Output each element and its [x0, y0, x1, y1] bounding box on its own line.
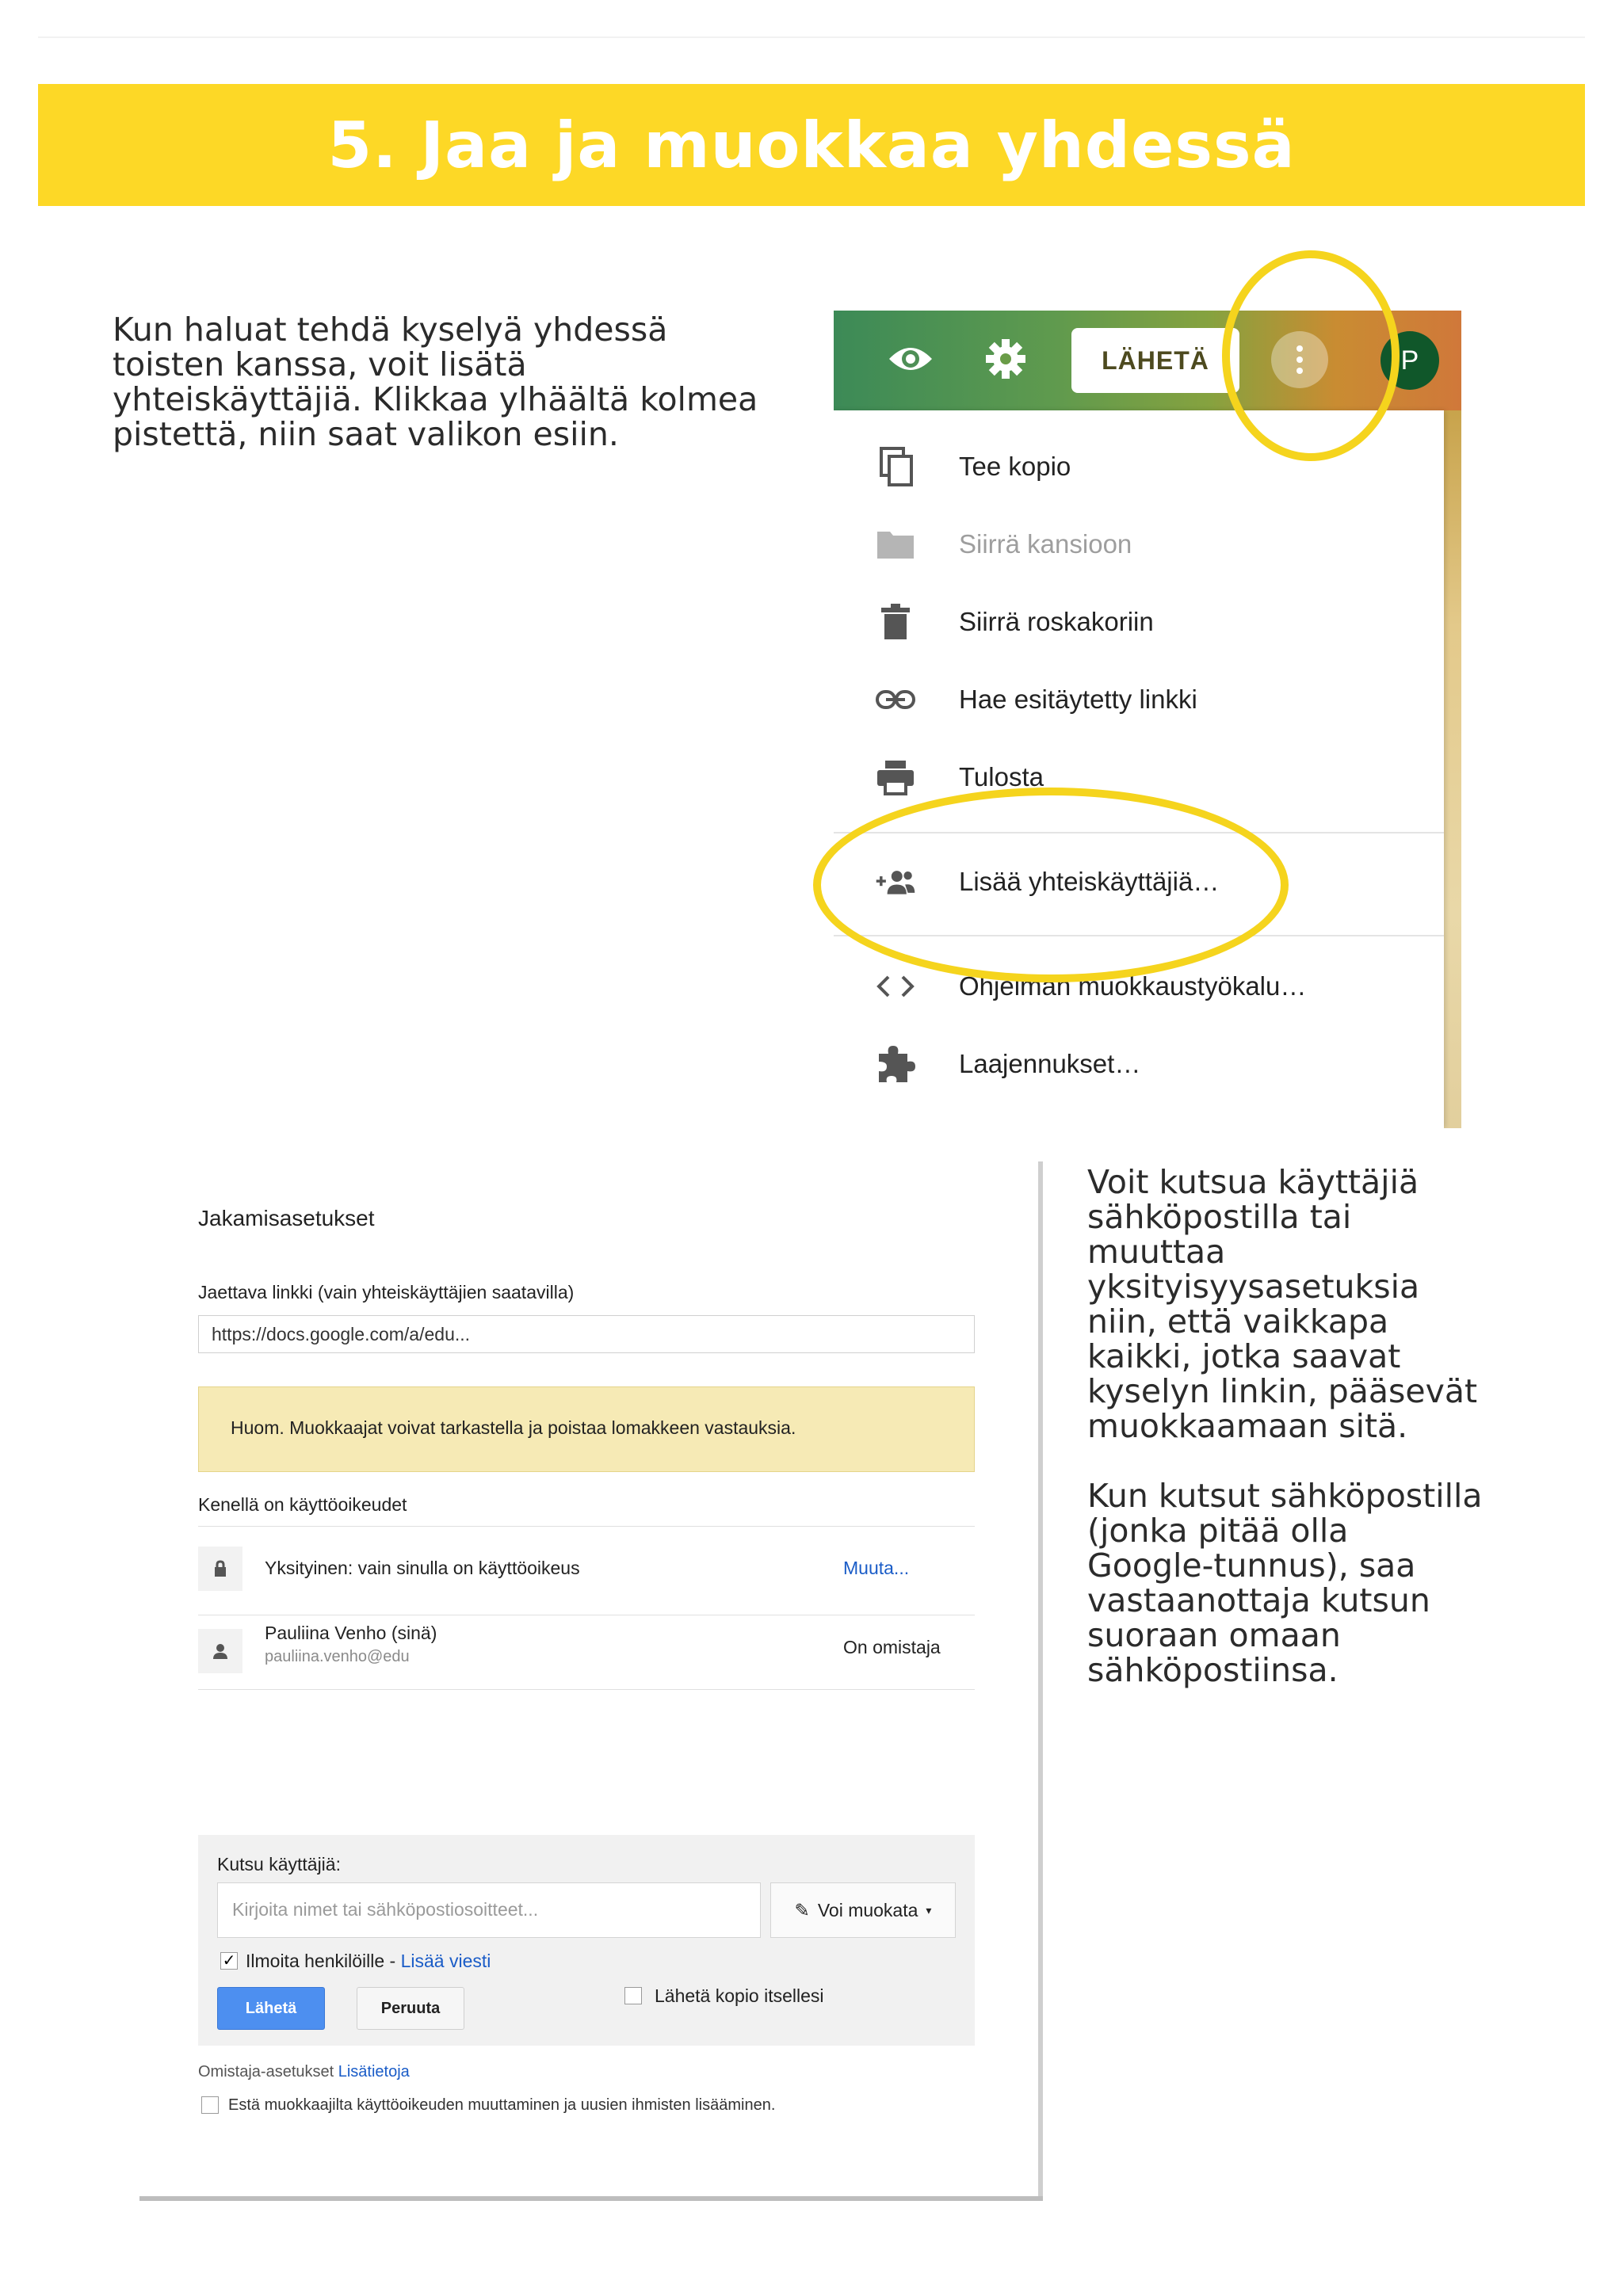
- sharing-settings-screenshot: [139, 1161, 1043, 2201]
- owner-email: pauliina.venho@edu: [265, 1648, 410, 1665]
- notify-label: Ilmoita henkilöille -: [246, 1951, 401, 1971]
- person-icon: [198, 1629, 242, 1673]
- link-icon: [875, 679, 916, 720]
- add-message-link[interactable]: Lisää viesti: [400, 1951, 491, 1971]
- menu-item-label: Ohjelman muokkaustyökalu…: [959, 971, 1307, 1001]
- more-options-menu: [834, 410, 1444, 1128]
- invite-input[interactable]: Kirjoita nimet tai sähköpostiosoitteet...: [217, 1882, 761, 1938]
- account-avatar[interactable]: P: [1381, 331, 1439, 390]
- top-divider: [38, 36, 1585, 38]
- menu-item-label: Tee kopio: [959, 452, 1071, 481]
- learn-more-link[interactable]: Lisätietoja: [338, 2063, 410, 2081]
- divider: [198, 1526, 975, 1527]
- access-label: Kenellä on käyttöoikeudet: [198, 1494, 407, 1515]
- restrict-editors-checkbox[interactable]: [201, 2096, 219, 2114]
- menu-item-addons[interactable]: [834, 1025, 1444, 1103]
- notify-row: [246, 1951, 491, 1972]
- title-banner: [38, 84, 1585, 206]
- menu-item-label: Lisää yhteiskäyttäjiä…: [959, 867, 1220, 896]
- permission-value: Voi muokata: [817, 1899, 918, 1920]
- copy-icon: [875, 446, 916, 487]
- owner-role: On omistaja: [843, 1637, 941, 1657]
- owner-name: Pauliina Venho (sinä): [265, 1623, 437, 1643]
- highlight-circle-add-collaborators: [813, 788, 1289, 982]
- owner-settings: [198, 2063, 410, 2081]
- menu-item-label: Siirrä roskakoriin: [959, 607, 1154, 636]
- menu-item-label: Tulosta: [959, 762, 1044, 791]
- send-copy-checkbox[interactable]: [624, 1987, 642, 2004]
- menu-item-label: Hae esitäytetty linkki: [959, 685, 1197, 714]
- owner-settings-label: Omistaja-asetukset: [198, 2063, 334, 2081]
- menu-item-label: Siirrä kansioon: [959, 529, 1132, 559]
- right-explanation: [1087, 1165, 1484, 1688]
- send-invite-button[interactable]: Lähetä: [217, 1987, 325, 2030]
- editor-warning-note: Huom. Muokkaajat voivat tarkastella ja poistaa lomakkeen vastauksia.: [198, 1386, 975, 1472]
- privacy-status: Yksityinen: vain sinulla on käyttöoikeus: [265, 1558, 580, 1578]
- menu-item-move-folder[interactable]: [834, 505, 1444, 583]
- code-icon: [875, 966, 916, 1007]
- notify-checkbox[interactable]: ✓: [220, 1952, 238, 1970]
- intro-text: Kun haluat tehdä kyselyä yhdessä toisten kanssa, voit lisätä yhteiskäyttäjiä. Klikkaa ylhäältä kolmea pistettä, niin saat valikon esiin.: [113, 311, 758, 453]
- chevron-down-icon: ▾: [926, 1903, 932, 1917]
- invite-label: Kutsu käyttäjiä:: [217, 1854, 341, 1875]
- folder-icon: [875, 524, 916, 565]
- share-link-label: Jaettava linkki (vain yhteiskäyttäjien saatavilla): [198, 1282, 575, 1302]
- permission-dropdown[interactable]: [770, 1882, 956, 1938]
- invite-explanation: Voit kutsua käyttäjiä sähköpostilla tai muuttaa yksityisyysasetuksia niin, että vaikkapa kaikki, jotka saavat kyselyn linkin, pääsevät muokkaamaan sitä.: [1087, 1163, 1478, 1445]
- window-edge: [1038, 1161, 1043, 2201]
- change-privacy-link[interactable]: Muuta...: [843, 1558, 910, 1578]
- print-icon: [875, 757, 916, 798]
- share-link-field[interactable]: https://docs.google.com/a/edu...: [198, 1315, 975, 1353]
- settings-gear-icon[interactable]: [978, 331, 1033, 387]
- menu-item-trash[interactable]: [834, 583, 1444, 661]
- divider: [198, 1689, 975, 1690]
- form-background-strip: [1444, 410, 1461, 1128]
- send-copy-label: Lähetä kopio itsellesi: [655, 1985, 824, 2006]
- menu-item-prefilled-link[interactable]: [834, 661, 1444, 738]
- lock-icon: [198, 1547, 242, 1591]
- trash-icon: [875, 601, 916, 643]
- send-button[interactable]: LÄHETÄ: [1071, 328, 1239, 393]
- page-title: 5. Jaa ja muokkaa yhdessä: [327, 108, 1296, 182]
- preview-eye-icon[interactable]: [883, 331, 938, 387]
- menu-item-label: Laajennukset…: [959, 1049, 1141, 1078]
- sharing-title: Jakamisasetukset: [198, 1206, 375, 1230]
- highlight-circle-more-button: [1222, 250, 1400, 461]
- pencil-icon: ✎: [794, 1899, 810, 1920]
- restrict-editors-label: Estä muokkaajilta käyttöoikeuden muuttaminen ja uusien ihmisten lisääminen.: [228, 2096, 776, 2114]
- puzzle-icon: [875, 1043, 916, 1085]
- cancel-button[interactable]: Peruuta: [357, 1987, 464, 2030]
- email-invite-explanation: Kun kutsut sähköpostilla (jonka pitää olla Google-tunnus), saa vastaanottaja kutsun suoraan omaan sähköpostiinsa.: [1087, 1477, 1483, 1689]
- window-edge: [139, 2196, 1043, 2201]
